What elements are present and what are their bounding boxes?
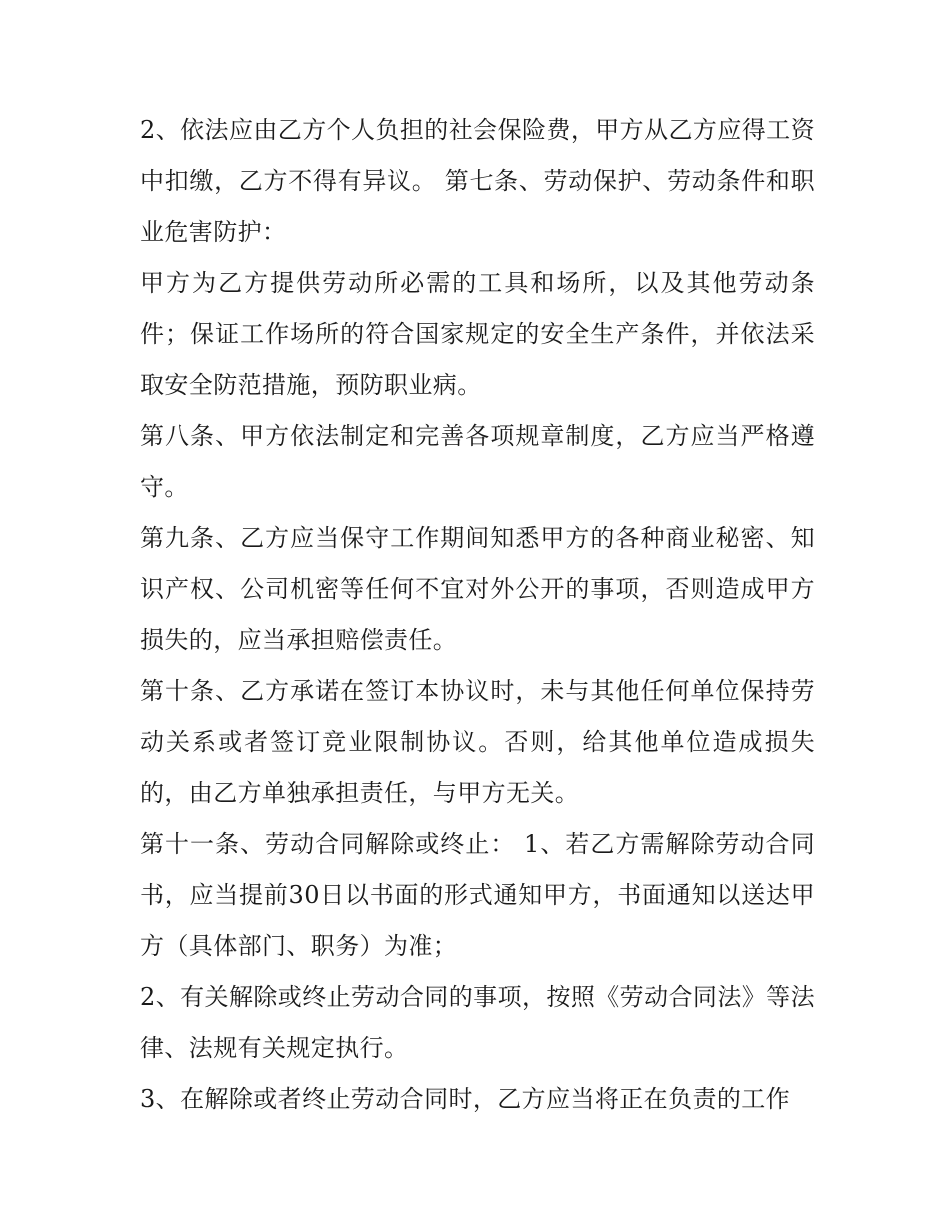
paragraph-article-8: 第八条、甲方依法制定和完善各项规章制度，乙方应当严格遵守。 bbox=[140, 422, 815, 501]
paragraph-termination-rules: 2、有关解除或终止劳动合同的事项，按照《劳动合同法》等法律、法规有关规定执行。 bbox=[140, 983, 815, 1062]
paragraph-article-10: 第十条、乙方承诺在签订本协议时，未与其他任何单位保持劳动关系或者签订竞业限制协议。否则，给其他单位造成损失的，由乙方单独承担责任，与甲方无关。 bbox=[140, 677, 815, 807]
paragraph-article-9: 第九条、乙方应当保守工作期间知悉甲方的各种商业秘密、知识产权、公司机密等任何不宜对外公开的事项，否则造成甲方损失的，应当承担赔偿责任。 bbox=[140, 524, 815, 654]
document-body bbox=[140, 105, 815, 1125]
paragraph-handover: 3、在解除或者终止劳动合同时，乙方应当将正在负责的工作 bbox=[140, 1085, 791, 1113]
paragraph-article-11: 第十一条、劳动合同解除或终止： 1、若乙方需解除劳动合同书，应当提前30日以书面的形式通知甲方，书面通知以送达甲方（具体部门、职务）为准； bbox=[140, 830, 815, 960]
paragraph-work-conditions: 甲方为乙方提供劳动所必需的工具和场所，以及其他劳动条件；保证工作场所的符合国家规定的安全生产条件，并依法采取安全防范措施，预防职业病。 bbox=[140, 269, 815, 399]
paragraph-social-insurance-and-article-7: 2、依法应由乙方个人负担的社会保险费，甲方从乙方应得工资中扣缴，乙方不得有异议。 第七条、劳动保护、劳动条件和职业危害防护： bbox=[140, 116, 815, 246]
